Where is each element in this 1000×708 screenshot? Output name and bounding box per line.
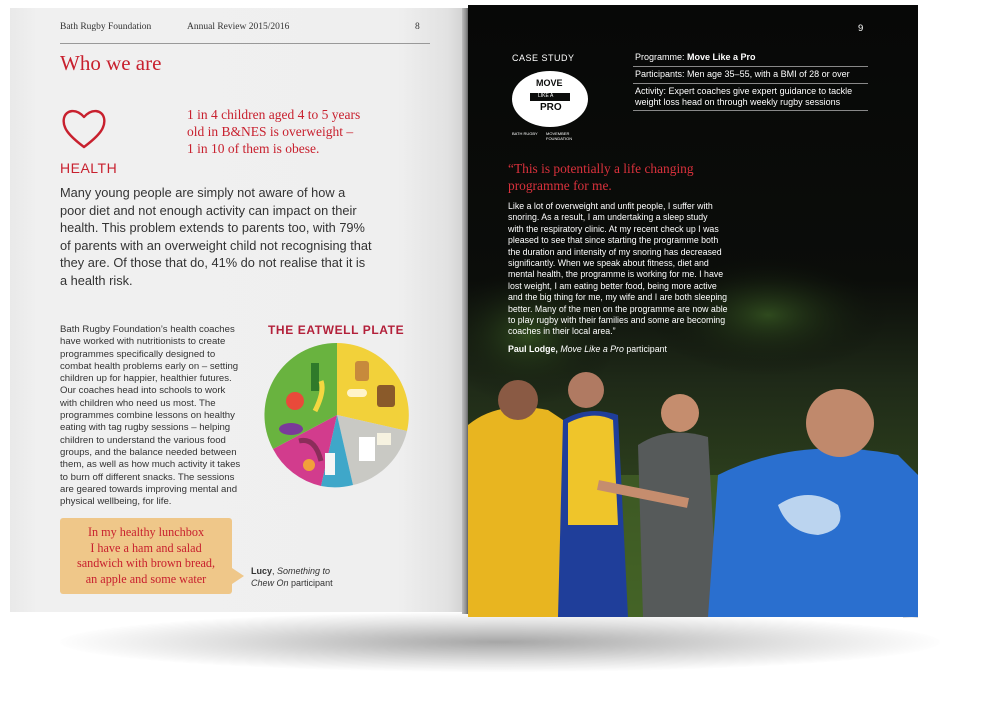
logo-footer-left: BATH RUGBY — [512, 131, 538, 136]
paul-programme: Move Like a Pro — [560, 344, 624, 354]
paul-suffix: participant — [626, 344, 667, 354]
body-line: combat health problems early on – setting — [60, 360, 239, 372]
logo-footer-right: MOVEMBER FOUNDATION — [546, 131, 573, 141]
body-line: eating with tag rugby sessions – helping — [60, 422, 231, 434]
intro-line: poor diet and not enough activity can impact on their — [60, 202, 357, 218]
activity-text — [635, 86, 852, 108]
story-line: and the big thing for me, my wife and I are both sleeping — [508, 292, 728, 303]
intro-line: Many young people are simply not aware of how a — [60, 185, 346, 200]
statistic-line: 1 in 10 of them is obese. — [187, 141, 320, 156]
body-line: have worked with nutritionists to create — [60, 336, 226, 348]
body-line: groups, and the balance needed between — [60, 446, 237, 458]
eatwell-plate-title: THE EATWELL PLATE — [268, 323, 405, 337]
story-line: with the respiratory clinic. At my recent check up I was — [508, 223, 719, 234]
pull-quote-line: programme for me. — [508, 177, 612, 193]
pull-quote-line: “This is potentially a life changing — [508, 161, 694, 176]
header-publication: Annual Review 2015/2016 — [187, 22, 290, 32]
intro-line: they are. Of those that do, 41% do not realise that it is — [60, 255, 366, 270]
attribution-programme-1: Something to — [277, 566, 331, 576]
move-like-a-pro-logo — [508, 67, 592, 143]
body-line: Bath Rugby Foundation’s health coaches — [60, 324, 235, 335]
body-paragraph — [60, 324, 250, 508]
left-page — [10, 8, 466, 612]
paul-name: Paul Lodge, — [508, 344, 558, 354]
pull-quote — [508, 161, 694, 194]
body-line: are geared towards improving mental and — [60, 483, 238, 495]
statistic-line: 1 in 4 children aged 4 to 5 years — [187, 107, 361, 122]
participants-line: Participants: Men age 35–55, with a BMI of 28 or over — [635, 69, 850, 79]
quote-bubble-tail — [232, 568, 244, 584]
body-line: programmes specifically designed to — [60, 348, 216, 360]
attribution-suffix: participant — [291, 577, 333, 588]
page-title: Who we are — [60, 51, 162, 75]
logo-move: MOVE — [536, 78, 563, 88]
intro-line: of parents with an overweight child not recognising that — [60, 237, 372, 253]
eatwell-plate-illustration — [263, 341, 411, 494]
programme-label: Programme: — [635, 52, 685, 62]
intro-line: health. This problem extends to parents too, with 79% — [60, 220, 365, 235]
page-number-left: 8 — [415, 22, 420, 32]
intro-line: a health risk. — [60, 272, 133, 288]
quote-bubble-line: In my healthy lunchbox — [87, 525, 205, 539]
quote-bubble-text — [60, 518, 232, 587]
paul-lodge-attribution — [508, 344, 667, 355]
section-label-health: HEALTH — [60, 160, 118, 176]
body-line: with children who need us most. The — [60, 397, 216, 409]
heart-outline-icon — [60, 105, 108, 158]
story-line: snoring. As a result, I am undertaking a sleep study — [508, 212, 708, 223]
body-line: to burn off different snacks. The sessions — [60, 471, 235, 483]
story-line: Like a lot of overweight and unfit people, I suffer with — [508, 201, 713, 211]
body-line: them, as well as how much activity it takes — [60, 459, 241, 471]
story-line: to play rugby with their families and some are becoming — [508, 315, 726, 326]
story-line: the duration and intensity of my snoring has decreased — [508, 246, 722, 257]
quote-bubble-line: an apple and some water — [85, 571, 207, 586]
story-line: significantly. When we speak about fitness, diet and — [508, 258, 709, 269]
case-study-label: CASE STUDY — [512, 53, 575, 63]
programme-value: Move Like a Pro — [687, 52, 756, 62]
intro-paragraph — [60, 184, 420, 289]
activity-line: weight loss head on through weekly rugby sessions — [635, 97, 841, 107]
lucy-attribution: Lucy, Something to Chew On participant — [251, 566, 333, 588]
body-line: Our coaches head into schools to work — [60, 385, 226, 397]
story-line: lost weight, I am eating better food, being more active — [508, 280, 717, 291]
info-rule — [633, 66, 868, 67]
attribution-programme-2: Chew On — [251, 577, 289, 588]
activity-line: Activity: Expert coaches give expert guidance to tackle — [635, 86, 853, 96]
header-rule — [60, 43, 430, 44]
logo-like-a: LIKE A — [538, 93, 554, 99]
story-line: better. Many of the men on the programme are now able — [508, 303, 728, 314]
case-study-story — [508, 201, 798, 338]
page-number-right: 9 — [858, 23, 864, 34]
body-line: physical wellbeing, for life. — [60, 496, 172, 508]
statistic-line: old in B&NES is overweight – — [187, 124, 354, 139]
body-line: programmes combine lessons on healthy — [60, 410, 235, 422]
story-line: coaches in their local area.” — [508, 326, 616, 337]
attribution-name: Lucy — [251, 566, 273, 576]
body-line: children up for happier, healthier futures. — [60, 373, 232, 385]
right-page — [468, 5, 918, 617]
quote-bubble — [60, 518, 232, 594]
header-org: Bath Rugby Foundation — [60, 22, 152, 32]
statistic-callout — [187, 106, 387, 157]
body-line: children to understand the various food — [60, 434, 226, 446]
story-line: mental health, the programme is working for me. I have — [508, 269, 724, 280]
story-line: pleased to see that since starting the programme both — [508, 235, 719, 246]
page-shadow — [60, 612, 940, 672]
programme-line — [635, 52, 756, 63]
quote-bubble-line: sandwich with brown bread, — [76, 556, 216, 570]
quote-bubble-line: I have a ham and salad — [90, 540, 202, 555]
logo-pro: PRO — [540, 102, 562, 113]
info-rule — [633, 83, 868, 84]
info-rule — [633, 110, 868, 111]
